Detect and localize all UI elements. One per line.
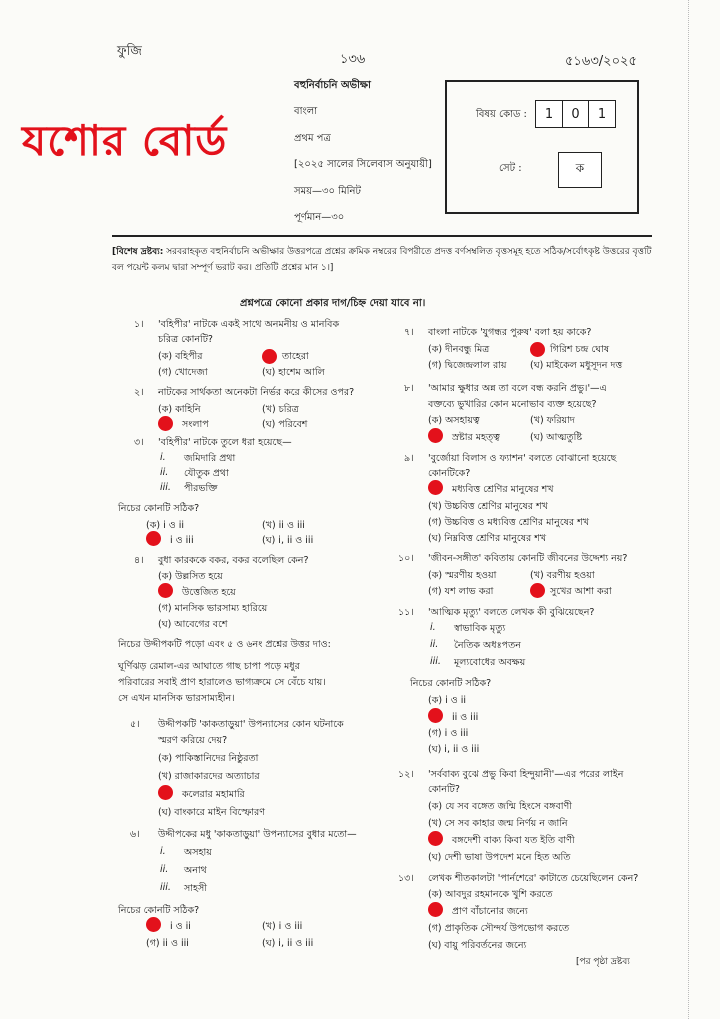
answer-mark [262, 349, 277, 364]
q10-option-b: (খ) বরণীয় হওয়া [530, 570, 595, 581]
q11-statement-i: স্বাভাবিক মৃত্যু [454, 623, 506, 634]
q9-text: 'বুর্জোয়া বিলাস ও ফ্যাশন' বলতে বোঝানো হয়েছে [428, 453, 617, 464]
code-digit: 0 [562, 100, 590, 128]
q9-text-2: কোনটিকে? [428, 468, 471, 479]
answer-mark [146, 531, 161, 546]
answer-mark [428, 708, 443, 723]
q11-option-a: (ক) i ও ii [428, 695, 467, 706]
q8-option-d: (ঘ) আত্মতুষ্টি [530, 432, 583, 443]
q3-statement-ii: যৌতুক প্রথা [184, 468, 229, 479]
q6-option-a: i ও ii [170, 921, 191, 932]
q6-option-b: (খ) i ও iii [262, 921, 303, 932]
notice: প্রশ্নপত্রে কোনো প্রকার দাগ/চিহ্ন দেয়া যাবে না। [240, 298, 426, 309]
q5-option-c: কলেরার মহামারি [182, 789, 245, 800]
q12-option-b: (খ) সে সব কাহার জন্ম নির্ণয় ন জানি [428, 818, 568, 829]
exam-type: বহুনির্বাচনি অভীক্ষা [294, 80, 371, 91]
set-label: সেট : [499, 163, 522, 174]
q10-text: 'জীবন-সঙ্গীত' কবিতায় কোনটি জীবনের উদ্দেশ্য নয়? [428, 553, 628, 564]
q11-option-d: (ঘ) i, ii ও iii [428, 744, 480, 755]
answer-mark [428, 831, 443, 846]
set-value: ক [558, 152, 602, 188]
q1-text-2: চরিত্র কোনটি? [158, 334, 213, 345]
exam-code: ৫১৬৩/২০২৫ [565, 54, 637, 69]
q4-number: ৪। [134, 555, 144, 566]
q10-option-c: (গ) যশ লাভ করা [428, 586, 494, 597]
q11-roman-iii: iii. [430, 656, 441, 667]
q7-number: ৭। [404, 327, 414, 338]
q11-statement-iii: মূল্যবোধের অবক্ষয় [454, 657, 526, 668]
q3-which: নিচের কোনটি সঠিক? [118, 503, 200, 514]
q11-option-b: ii ও iii [452, 712, 479, 723]
q8-text-2: বক্তব্যে ভুখারির কোন মনোভাব ব্যক্ত হয়েছে? [428, 399, 597, 410]
q2-number: ২। [134, 387, 144, 398]
page-number: ১৩৬ [340, 52, 366, 67]
q7-option-d: (ঘ) মাইকেল মধুসূদন দত্ত [530, 360, 623, 371]
q13-option-c: (গ) প্রাকৃতিক সৌন্দর্য উপভোগ করতে [428, 923, 570, 934]
q13-number: ১৩। [398, 873, 414, 884]
q6-statement-iii: সাহসী [184, 883, 208, 894]
q4-option-c: (গ) মানসিক ভারসাম্য হারিয়ে [158, 603, 268, 614]
answer-mark [428, 428, 443, 443]
q13-text: লেখক শীতকালটা 'পার্নশেরে' কাটাতে চেয়েছিলেন কেন? [428, 873, 639, 884]
q4-option-a: (ক) উল্লসিত হয়ে [158, 571, 223, 582]
q12-text-2: কোনটি? [428, 784, 460, 795]
q3-option-a: (ক) i ও ii [146, 520, 185, 531]
q9-option-c: (গ) উচ্চবিত্ত ও মধ্যবিত্ত শ্রেণির মানুষের শখ [428, 517, 590, 528]
full-marks: পূর্ণমান—৩০ [294, 212, 345, 223]
q12-text: 'সর্ববাক্য বুঝে প্রভু কিবা হিন্দুয়ানী'—এর পরের লাইন [428, 769, 624, 780]
q9-option-d: (ঘ) নিম্নবিত্ত শ্রেণির মানুষের শখ [428, 533, 547, 544]
q3-option-d: (ঘ) i, ii ও iii [262, 535, 314, 546]
q2-option-c: সংলাপ [182, 419, 209, 430]
scan-edge [688, 0, 690, 1019]
answer-mark [146, 917, 161, 932]
q1-number: ১। [134, 319, 144, 330]
paper-name: প্রথম পত্র [294, 133, 331, 144]
q1-text: 'বহিপীর' নাটকে একই সাথে অনমনীয় ও মানবিক [158, 319, 340, 330]
q11-statement-ii: নৈতিক অধঃপতন [454, 640, 521, 651]
code-digit: 1 [535, 100, 563, 128]
q11-roman-ii: ii. [430, 639, 439, 650]
q2-text: নাটকের সার্থকতা অনেকটা নির্ভর করে কীসের ওপর? [158, 387, 355, 398]
answer-mark [158, 785, 173, 800]
q3-text: 'বহিপীর' নাটকে তুলে ধরা হয়েছে— [158, 437, 292, 448]
next-page-note: [পর পৃষ্ঠা দ্রষ্টব্য [576, 957, 630, 967]
q7-option-c: (গ) দ্বিজেন্দ্রলাল রায় [428, 360, 507, 371]
header-left: ফুজি [117, 44, 142, 59]
answer-mark [530, 583, 545, 598]
q11-which: নিচের কোনটি সঠিক? [410, 678, 492, 689]
exam-time: সময়—৩০ মিনিট [294, 186, 361, 197]
answer-mark [158, 416, 173, 431]
q3-number: ৩। [134, 437, 144, 448]
instruction-label: [বিশেষ দ্রষ্টব্য: [112, 247, 164, 257]
q6-roman-i: i. [160, 846, 166, 857]
q6-option-d: (ঘ) i, ii ও iii [262, 938, 314, 949]
stimulus-intro: নিচের উদ্দীপকটি পড়ো এবং ৫ ও ৬নং প্রশ্নের উত্তর দাও: [118, 639, 331, 650]
q1-option-a: (ক) বহিপীর [158, 351, 203, 362]
answer-mark [428, 902, 443, 917]
q11-number: ১১। [398, 607, 414, 618]
q3-roman-ii: ii. [160, 467, 169, 478]
q2-option-d: (ঘ) পরিবেশ [262, 419, 308, 430]
q7-option-a: (ক) দীনবন্ধু মিত্র [428, 344, 490, 355]
q5-option-d: (ঘ) বাংকারে মাইন বিস্ফোরণ [158, 807, 266, 818]
q10-number: ১০। [398, 553, 414, 564]
subject-code-label: বিষয় কোড : [476, 109, 527, 120]
q4-text: বুধা কারককে বকর, বকর বলেছিল কেন? [158, 555, 309, 566]
q2-option-b: (খ) চরিত্র [262, 404, 299, 415]
q3-roman-iii: iii. [160, 482, 171, 493]
answer-mark [530, 342, 545, 357]
q6-which: নিচের কোনটি সঠিক? [118, 905, 200, 916]
q10-option-a: (ক) স্মরণীয় হওয়া [428, 570, 497, 581]
q1-option-b: তাহেরা [282, 351, 309, 362]
q8-option-a: (ক) অসহায়ত্ব [428, 415, 480, 426]
board-title: যশোর বোর্ড [22, 116, 228, 165]
instruction [112, 244, 652, 276]
divider [112, 235, 652, 237]
code-digit: 1 [588, 100, 616, 128]
q10-option-d: সুখের আশা করা [550, 586, 612, 597]
q11-text: 'আত্মিক মৃত্যু' বলতে লেখক কী বুঝিয়েছেন? [428, 607, 595, 618]
q6-number: ৬। [130, 829, 140, 840]
q5-number: ৫। [130, 719, 140, 730]
syllabus-note: [২০২৫ সালের সিলেবাস অনুযায়ী] [294, 159, 432, 170]
q3-roman-i: i. [160, 452, 166, 463]
stimulus-line: সে এখন মানসিক ভারসাম্যহীন। [118, 693, 235, 704]
q6-statement-ii: অনাথ [184, 865, 207, 876]
q11-option-c: (গ) i ও iii [428, 728, 469, 739]
instruction-text: সরবরাহকৃত বহুনির্বাচনি অভীক্ষার উত্তরপত্রে প্রশ্নের ক্রমিক নম্বরের বিপরীতে প্রদত্ত বর্ণসম্বলিত বৃত্তসমূহ হতে সঠিক/সর্বোৎকৃষ্ট উত্তরের বৃত্তটি বল পয়েন্ট কলম দ্বারা সম্পূর্ণ ভরাট কর। প্রতিটি প্রশ্নের মান ১।] [112, 247, 652, 273]
q6-statement-i: অসহায় [184, 847, 212, 858]
stimulus-line: পরিবারের সবাই প্রাণ হারালেও ভাগ্যক্রমে সে বেঁচে যায়। [118, 677, 326, 688]
q5-text: উদ্দীপকটি 'কাকতাড়ুয়া' উপন্যাসের কোন ঘটনাকে [158, 719, 344, 730]
q5-option-b: (খ) রাজাকারদের অত্যাচার [158, 771, 260, 782]
q8-option-b: (খ) ফরিয়াদ [530, 415, 575, 426]
q6-text: উদ্দীপকের মধু 'কাকতাড়ুয়া' উপন্যাসের বুধার মতো— [158, 829, 357, 840]
q5-option-a: (ক) পাকিস্তানিদের নিষ্ঠুরতা [158, 753, 259, 764]
q1-option-d: (ঘ) হাশেম আলি [262, 367, 325, 378]
q7-text: বাংলা নাটকে 'যুগন্ধর পুরুষ' বলা হয় কাকে? [428, 327, 592, 338]
subject-name: বাংলা [294, 106, 318, 117]
q6-roman-ii: ii. [160, 864, 169, 875]
stimulus-line: ঘূর্ণিঝড় রেমাল-এর আঘাতে গাছ চাপা পড়ে মধুর [118, 661, 300, 672]
q4-option-b: উত্তেজিত হয়ে [182, 587, 236, 598]
q13-option-d: (ঘ) বায়ু পরিবর্তনের জন্যে [428, 940, 527, 951]
q6-roman-iii: iii. [160, 882, 171, 893]
q2-option-a: (ক) কাহিনি [158, 404, 201, 415]
q13-option-a: (ক) আবদুর রহমানকে খুশি করতে [428, 889, 553, 900]
q9-option-b: (খ) উচ্চবিত্ত শ্রেণির মানুষের শখ [428, 501, 548, 512]
q8-option-c: স্রষ্টার মহত্ত্ব [452, 432, 500, 443]
q9-option-a: মধ্যবিত্ত শ্রেণির মানুষের শখ [452, 484, 554, 495]
q3-statement-i: জমিদারি প্রথা [184, 453, 236, 464]
q3-statement-iii: পীরভক্তি [184, 483, 218, 494]
q8-text: 'আমার ক্ষুধার অন্ন তা বলে বন্ধ করনি প্রভু।'—এ [428, 383, 607, 394]
q4-option-d: (ঘ) আবেগের বশে [158, 619, 228, 630]
q8-number: ৮। [404, 383, 414, 394]
q12-number: ১২। [398, 769, 414, 780]
q12-option-a: (ক) যে সব বঙ্গেত জন্মি হিংসে বঙ্গবাণী [428, 801, 572, 812]
q11-roman-i: i. [430, 622, 436, 633]
subject-code-cells [535, 100, 615, 128]
answer-mark [158, 583, 173, 598]
q12-option-c: বঙ্গদেশী বাক্য কিবা যত ইতি বাণী [452, 835, 575, 846]
q3-option-c: i ও iii [170, 535, 194, 546]
q9-number: ৯। [404, 453, 414, 464]
q1-option-c: (গ) খোদেজা [158, 367, 208, 378]
answer-mark [428, 480, 443, 495]
q12-option-d: (ঘ) দেশী ভাষা উপদেশ মনে হিত অতি [428, 852, 571, 863]
q7-option-b: গিরিশ চন্দ্র ঘোষ [550, 344, 610, 355]
q13-option-b: প্রাণ বাঁচানোর জন্যে [452, 906, 528, 917]
q3-option-b: (খ) ii ও iii [262, 520, 305, 531]
q6-option-c: (গ) ii ও iii [146, 938, 189, 949]
q5-text-2: স্মরণ করিয়ে দেয়? [158, 735, 228, 746]
